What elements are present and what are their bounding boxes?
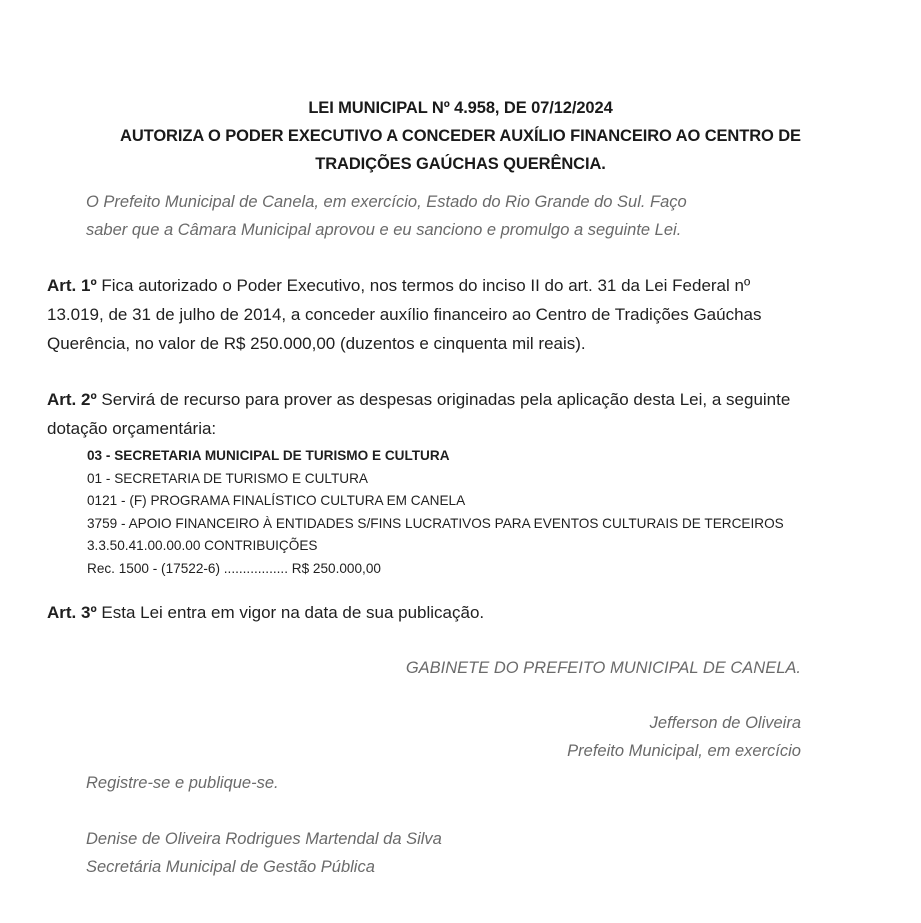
budget-secretariat: 03 - SECRETARIA MUNICIPAL DE TURISMO E CULTURA xyxy=(87,448,450,463)
budget-resource-amount: Rec. 1500 - (17522-6) ................. R$ 250.000,00 xyxy=(87,560,381,576)
article-1-line-2: 13.019, de 31 de julho de 2014, a conceder auxílio financeiro ao Centro de Tradições Gaúchas xyxy=(47,305,762,324)
law-summary-line-2: TRADIÇÕES GAÚCHAS QUERÊNCIA. xyxy=(315,155,606,173)
secretary-name: Denise de Oliveira Rodrigues Martendal da Silva xyxy=(86,830,442,848)
budget-allocation xyxy=(87,445,867,581)
preamble xyxy=(86,188,846,244)
mayor-signature xyxy=(567,709,801,765)
law-summary-line-1: AUTORIZA O PODER EXECUTIVO A CONCEDER AUXÍLIO FINANCEIRO AO CENTRO DE xyxy=(120,127,801,145)
budget-program: 0121 - (F) PROGRAMA FINALÍSTICO CULTURA EM CANELA xyxy=(87,493,466,509)
article-3 xyxy=(47,598,877,627)
law-title xyxy=(0,94,921,178)
budget-unit: 01 - SECRETARIA DE TURISMO E CULTURA xyxy=(87,470,368,486)
article-2-label: Art. 2º xyxy=(47,390,97,409)
article-2-line-2: dotação orçamentária: xyxy=(47,419,217,438)
law-number-date: LEI MUNICIPAL Nº 4.958, DE 07/12/2024 xyxy=(308,99,613,117)
secretary-signature xyxy=(86,825,442,881)
preamble-line-2: saber que a Câmara Municipal aprovou e eu sanciono e promulgo a seguinte Lei. xyxy=(86,221,682,239)
article-2-text-1: Servirá de recurso para prover as despesas originadas pela aplicação desta Lei, a seguinte xyxy=(96,390,791,409)
article-1-text-1: Fica autorizado o Poder Executivo, nos termos do inciso II do art. 31 da Lei Federal nº xyxy=(96,276,751,295)
register-publish-note: Registre-se e publique-se. xyxy=(86,774,279,792)
article-1 xyxy=(47,271,877,358)
article-1-label: Art. 1º xyxy=(47,276,97,295)
article-2 xyxy=(47,385,877,443)
budget-element: 3.3.50.41.00.00.00 CONTRIBUIÇÕES xyxy=(87,538,318,554)
article-3-text-1: Esta Lei entra em vigor na data de sua publicação. xyxy=(96,603,485,622)
article-3-line-1 xyxy=(47,598,877,627)
article-1-line-3: Querência, no valor de R$ 250.000,00 (duzentos e cinquenta mil reais). xyxy=(47,334,586,353)
cabinet-line: GABINETE DO PREFEITO MUNICIPAL DE CANELA. xyxy=(405,659,801,677)
article-1-line-1 xyxy=(47,271,877,300)
article-3-label: Art. 3º xyxy=(47,603,97,622)
mayor-title: Prefeito Municipal, em exercício xyxy=(567,742,801,760)
mayor-name: Jefferson de Oliveira xyxy=(649,714,801,732)
budget-action: 3759 - APOIO FINANCEIRO À ENTIDADES S/FINS LUCRATIVOS PARA EVENTOS CULTURAIS DE TERCEIROS xyxy=(87,515,784,531)
secretary-title: Secretária Municipal de Gestão Pública xyxy=(86,858,375,876)
article-2-line-1 xyxy=(47,385,877,414)
preamble-line-1: O Prefeito Municipal de Canela, em exercício, Estado do Rio Grande do Sul. Faço xyxy=(86,193,687,211)
